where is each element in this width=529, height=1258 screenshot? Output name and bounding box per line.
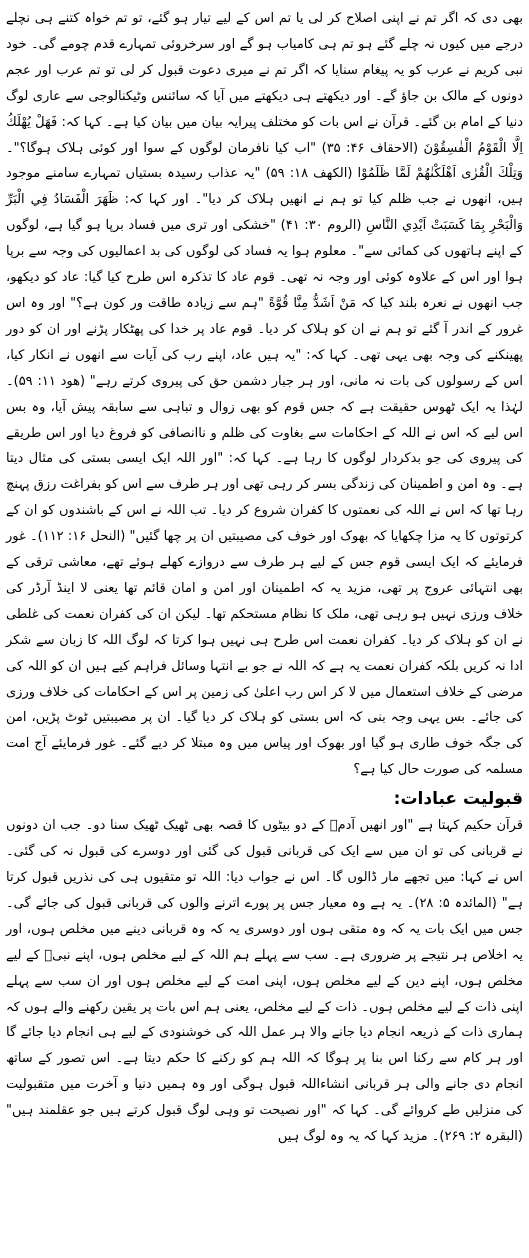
- article-paragraph: بھی دی کہ اگر تم نے اپنی اصلاح کر لی یا تم اس کے لیے تیار ہو گئے، تو تم خواہ کتنے ہی نچلے درجے میں کیوں نہ چلے گئے ہو تم ہی کامیاب ہو گے اور سرخروئی تمہارے قدم چومے گی۔ خود نبی کریم نے عرب کو یہ پیغام سنایا کہ اگر تم نے میری دعوت قبول کر لی تو تم عرب اور عجم دونوں کے مالک بن جاؤ گے۔ اور دیکھتے ہی دیکھتے میں آیا کہ سائنس وٹیکنالوجی سے عاری لوگ دنیا کے امام بن گئے۔ قرآن نے اس بات کو مختلف پیرایہ بیان میں بیان کیا ہے۔ کہا کہ: فَهَلْ يُهْلَكُ اِلَّا الْقَوْمُ الْفٰسِقُوْنَ (الاحقاف ۴۶: ۳۵) "اب کیا نافرمان لوگوں کے سوا اور کوئی ہلاک ہوگا؟"۔ وَتِلْكَ الْقُرٰى اَهْلَكْنٰهُمْ لَمَّا ظَلَمُوْا (الکھف ۱۸: ۵۹) "یہ عذاب رسیدہ بستیاں تمہارے سامنے موجود ہیں، انھوں نے جب ظلم کیا تو ہم نے انھیں ہلاک کر دیا"۔ اور کہا کہ: ظَهَرَ الْفَسَادُ فِي الْبَرِّ وَالْبَحْرِ بِمَا كَسَبَتْ اَيْدِي النَّاسِ (الروم ۳۰: ۴۱) "خشکی اور تری میں فساد برپا ہو گیا ہے، لوگوں کے اپنے ہاتھوں کی کمائی سے"۔ معلوم ہوا یہ فساد کی لوگوں کی بد اعمالیوں کی وجہ سے برپا ہوا اور اس کے علاوہ کوئی اور وجہ نہ تھی۔ قوم عاد کا تذکرہ اس طرح کیا گیا: عاد کو دیکھو، جب انھوں نے نعرہ بلند کیا کہ مَنْ اَشَدُّ مِنَّا قُوَّةً "ہم سے زیادہ طاقت ور کون ہے؟" اور وہ اس غرور کے اندر آ گئے تو ہم نے ان کو ہلاک کر دیا۔ قوم عاد پر خدا کی پھٹکار پڑنے اور ان کو دور پھینکنے کی وجہ بھی یہی تھی۔ کہا کہ: "یہ ہیں عاد، اپنے رب کی آیات سے انھوں نے انکار کیا، اس کے رسولوں کی بات نہ مانی، اور ہر جبار دشمن حق کی پیروی کرتے رہے" (ھود ۱۱: ۵۹)۔ لہٰذا یہ ایک ٹھوس حقیقت ہے کہ جس قوم کو بھی زوال و تباہی سے سابقہ پیش آیا، وہ بس اس لیے کہ اس نے اللہ کے احکامات سے بغاوت کی ظلم و ناانصافی کو فروغ دیا اور اس طریقے کی پیروی کی جو بدکردار لوگوں کا رہا ہے۔ کہا کہ: "اور اللہ ایک ایسی بستی کی مثال دیتا ہے۔ وہ امن و اطمینان کی زندگی بسر کر رہی تھی اور ہر طرف سے اس کو بفراغت رزق پہنچ رہا تھا کہ اس نے اللہ کی نعمتوں کا کفران شروع کر دیا۔ تب اللہ نے اس کے باشندوں کو ان کے کرتوتوں کا یہ مزا چکھایا کہ بھوک اور خوف کی مصیبتیں ان پر چھا گئیں" (النحل ۱۶: ۱۱۲)۔ غور فرمایئے کہ ایک ایسی قوم جس کے لیے ہر طرف سے دروازے کھلے ہوئے تھے، معاشی ترقی کے بھی انتہائی عروج پر تھی، مزید یہ کہ اطمینان اور امن و امان قائم تھا یعنی لا اینڈ آرڈر کی خلاف ورزی نہیں ہو رہی تھی، ملک کا نظام مستحکم تھا۔ لیکن ان کی کفران نعمت کی غلطی نے ان کو ہلاک کر دیا۔ کفران نعمت اس طرح ہی نہیں ہوا کرتا کہ لوگ اللہ کا زبان سے شکر ادا نہ کریں بلکہ کفران نعمت یہ ہے کہ اللہ نے جو بے انتہا وسائل فراہم کیے ہیں ان کو اللہ کی مرضی کے خلاف استعمال میں لا کر اس رب اعلیٰ کی زمین پر اس کے احکامات کی خلاف ورزی کی جائے۔ بس یہی وجہ بنی کہ اس بستی کو ہلاک کر دیا گیا۔ ان پر مصیبتیں ٹوٹ پڑیں، امن کی جگہ خوف طاری ہو گیا اور بھوک اور پیاس میں وہ مبتلا کر دیے گئے۔ غور فرمایئے آج امت مسلمہ کی صورت حال کیا ہے؟: [6, 11, 524, 778]
- section-heading: قبولیت عبادات:: [393, 789, 523, 810]
- article-paragraph: قرآن حکیم کہتا ہے "اور انھیں آدمؑ کے دو بیٹوں کا قصہ بھی ٹھیک ٹھیک سنا دو۔ جب ان دونوں نے قربانی کی تو ان میں سے ایک کی قربانی قبول کی گئی اور دوسرے کی قبول نہ کی گئی۔ اس نے کہا: میں تجھے مار ڈالوں گا۔ اس نے جواب دیا: اللہ تو متقیوں ہی کی نذریں قبول کرتا ہے" (المائدہ ۵: ۲۸)۔ یہ ہے وہ معیار جس پر پورے اترنے والوں کی قربانی قبول کی جائے گی۔ جس میں ایک بات یہ کہ وہ متقی ہوں اور دوسری یہ کہ وہ قربانی دینے میں مخلص ہوں، اور یہ اخلاص ہر نتیجے پر ضروری ہے۔ سب سے پہلے ہم اللہ کے لیے مخلص ہوں، اپنے نبیؐ کے لیے مخلص ہوں، اپنے دین کے لیے مخلص ہوں، اپنی امت کے لیے مخلص ہوں اور ان سب سے پہلے اپنی ذات کے لیے مخلص ہوں۔ ذات کے لیے مخلص، یعنی ہم اس بات پر یقین رکھنے والے ہوں کہ ہماری ذات کے ذریعہ انجام دیا جانے والا ہر عمل اللہ کی خوشنودی کے لیے ہی انجام دیا جائے گا اور ہر کام سے رکنا اس بنا پر ہوگا کہ اللہ ہم کو رکنے کا حکم دیتا ہے۔ اس تصور کے ساتھ انجام دی جانے والی ہر قربانی انشاءاللہ قبول ہوگی اور وہ ہمیں دنیا و آخرت میں متقبولیت کی منزلیں طے کروائے گی۔ کہا کہ "اور نصیحت تو وہی لوگ قبول کرتے ہیں جو عقلمند ہیں" (البقرہ ۲: ۲۶۹)۔ مزید کہا کہ یہ وہ لوگ ہیں: [6, 818, 523, 1145]
